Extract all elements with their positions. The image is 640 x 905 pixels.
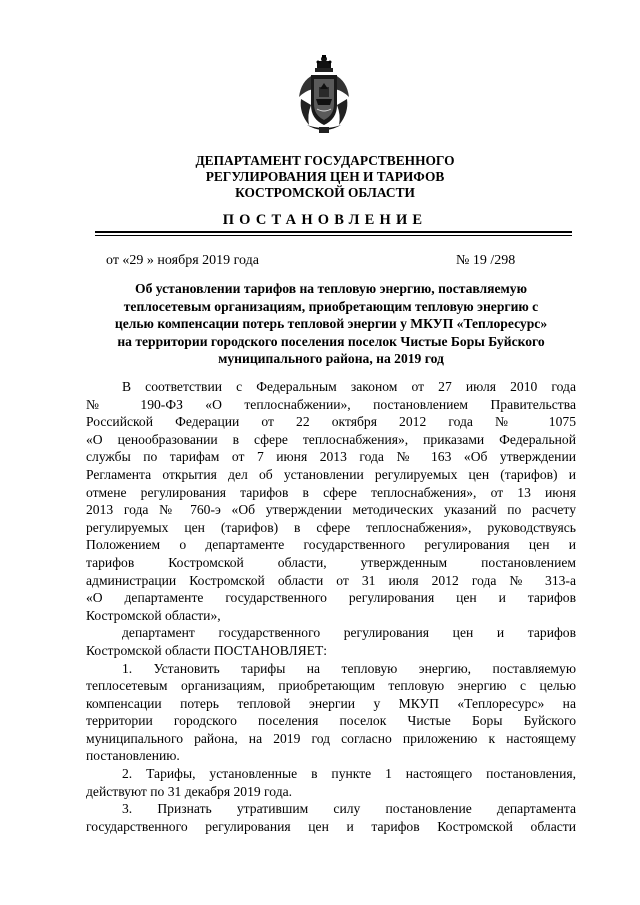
document-body bbox=[86, 378, 576, 835]
header-line-2: РЕГУЛИРОВАНИЯ ЦЕН И ТАРИФОВ bbox=[205, 169, 445, 184]
document-subject bbox=[86, 280, 576, 368]
body-line: 2. Тарифы, установленные в пункте 1 настоящего постановления, bbox=[122, 766, 576, 782]
body-line: действуют по 31 декабря 2019 года. bbox=[86, 783, 293, 799]
body-line: 2013 года № 760-э «Об утверждении методических указаний по расчету bbox=[86, 502, 576, 518]
body-line: Российской Федерации от 22 октября 2012 года № 1075 bbox=[86, 414, 576, 430]
body-line: департамент государственного регулирования цен и тарифов bbox=[122, 625, 576, 641]
subject-line: на территории городского поселения поселок Чистые Боры Буйского bbox=[117, 333, 545, 349]
body-line: Регламента открытия дел об установлении регулируемых цен (тарифов) и bbox=[86, 466, 576, 482]
body-line: 3. Признать утратившим силу постановление департамента bbox=[122, 801, 576, 817]
header-line-1: ДЕПАРТАМЕНТ ГОСУДАРСТВЕННОГО bbox=[195, 153, 455, 168]
subject-line: целью компенсации потерь тепловой энергии у МКУП «Теплоресурс» bbox=[114, 316, 548, 332]
header-line-3: КОСТРОМСКОЙ ОБЛАСТИ bbox=[235, 185, 415, 200]
body-line: 1. Установить тарифы на тепловую энергию, поставляемую bbox=[122, 660, 576, 676]
coat-of-arms-emblem bbox=[295, 55, 353, 137]
body-line: постановлению. bbox=[86, 748, 180, 764]
body-line: муниципального района, на 2019 год согласно приложению к настоящему bbox=[86, 730, 576, 746]
subject-line: муниципального района, на 2019 год bbox=[218, 351, 444, 367]
body-line: «О департаменте государственного регулирования цен и тарифов bbox=[86, 590, 576, 606]
body-line: компенсации потерь тепловой энергии у МКУП «Теплоресурс» на bbox=[86, 695, 576, 711]
body-line: Положением о департаменте государственного регулирования цен и bbox=[86, 537, 576, 553]
body-line: регулируемых цен (тарифов) в сфере теплоснабжения», руководствуясь bbox=[86, 519, 576, 535]
subject-line: Об установлении тарифов на тепловую энергию, поставляемую bbox=[135, 281, 527, 296]
body-line: Костромской области ПОСТАНОВЛЯЕТ: bbox=[86, 642, 328, 658]
title-rule-thick bbox=[95, 231, 572, 233]
body-line: отмене регулирования тарифов в сфере теплоснабжения», от 13 июня bbox=[86, 484, 576, 500]
body-line: «О ценообразовании в сфере теплоснабжения», приказами Федеральной bbox=[86, 431, 576, 447]
document-title: ПОСТАНОВЛЕНИЕ bbox=[222, 212, 428, 228]
body-line: Костромской области», bbox=[86, 607, 221, 623]
body-line: службы по тарифам от 7 июня 2013 года № 163 «Об утверждении bbox=[86, 449, 576, 465]
body-line: территории городского поселения поселок Чистые Боры Буйского bbox=[86, 713, 576, 729]
body-line: администрации Костромской области от 31 июля 2012 года № 313-а bbox=[86, 572, 576, 588]
subject-line: теплосетевым организациям, приобретающим тепловую энергию с bbox=[123, 298, 539, 314]
body-line: В соответствии с Федеральным законом от 27 июля 2010 года bbox=[122, 379, 576, 394]
document-date: от «29 » ноября 2019 года bbox=[106, 253, 259, 268]
body-line: теплосетевым организациям, приобретающим тепловую энергию с целью bbox=[86, 678, 576, 694]
body-line: тарифов Костромской области, утвержденным постановлением bbox=[86, 554, 576, 570]
body-line: № 190-ФЗ «О теплоснабжении», постановлением Правительства bbox=[86, 396, 576, 412]
body-line: государственного регулирования цен и тарифов Костромской области bbox=[86, 818, 576, 834]
title-rule-thin bbox=[95, 235, 572, 236]
department-header bbox=[150, 153, 500, 201]
document-number: № 19 /298 bbox=[456, 253, 516, 268]
